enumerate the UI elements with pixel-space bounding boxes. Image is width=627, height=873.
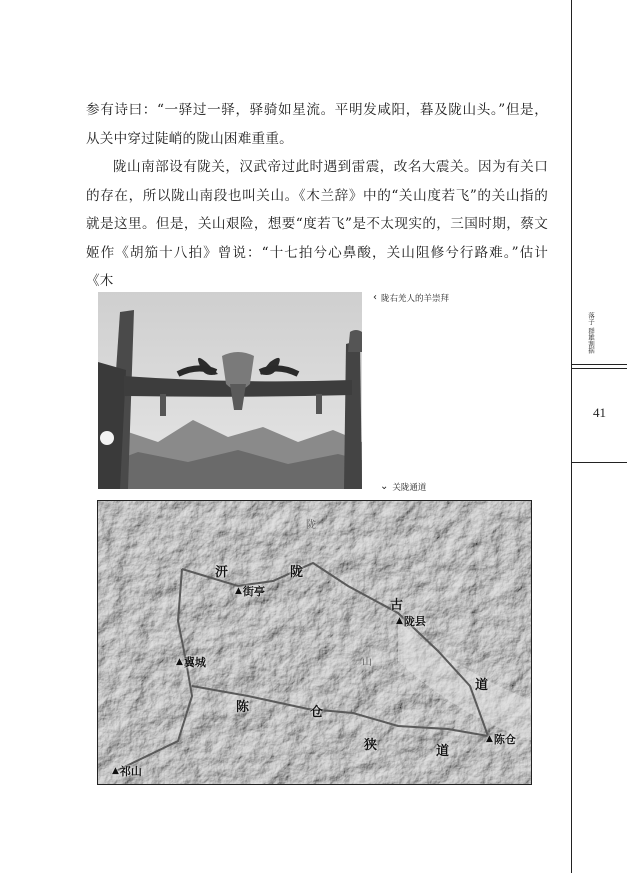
place-jicheng: ▲ 冀城 [176,656,206,669]
terrain-relief [98,501,532,785]
divider [571,368,627,369]
route-label: 陇 [290,565,304,580]
route-label: 道 [475,678,489,693]
mountain-icon: ▲ [112,766,119,776]
photo-caption: ‹ 陇右羌人的羊崇拜 [373,292,450,304]
photo-illustration [98,292,362,489]
photo-ram-skull-gate [98,292,362,489]
route-label: 古 [390,598,404,613]
route-label: 陈 [236,700,250,715]
route-label: 狭 [364,738,378,753]
route-label: 道 [436,744,450,759]
page-number: 41 [593,405,606,420]
place-qishan: ▲ 祁山 [112,765,142,778]
divider [571,0,572,873]
chevron-down-icon: ⌄ [380,481,389,492]
map-guanlong-route [97,500,532,785]
city-gate-icon: ▲ [396,616,403,626]
chapter-label: 落子 群雄割据 [587,312,595,354]
divider [571,462,627,463]
city-gate-icon: ▲ [176,657,183,667]
place-jieting: ▲ 街亭 [235,585,265,598]
city-gate-icon: ▲ [486,734,493,744]
divider [571,364,627,365]
map-caption: ⌄ 关陇通道 [380,481,427,493]
mountain-label: 陇 [306,520,316,531]
route-label: 仓 [310,705,324,720]
place-chencang: ▲ 陈仓 [486,733,516,746]
body-text [86,96,548,296]
margin-rail [571,0,627,873]
paragraph: 陇山南部设有陇关，汉武帝过此时遇到雷震，改名大震关。因为有关口的存在，所以陇山南段也叫关山。《木兰辞》中的“关山度若飞”的关山指的就是这里。但是，关山艰险，想要“度若飞”是不太现实的，三国时期，蔡文姬作《胡笳十八拍》曾说：“十七拍兮心鼻酸，关山阻修兮行路难。”估计《木 [86,159,548,289]
city-gate-icon: ▲ [235,586,242,596]
mountain-label: 山 [362,657,372,668]
chevron-left-icon: ‹ [373,292,377,303]
place-longxian: ▲ 陇县 [396,615,426,628]
paragraph: 参有诗曰：“一驿过一驿，驿骑如星流。平明发咸阳，暮及陇山头。”但是，从关中穿过陡峭的陇山困难重重。 [86,102,548,147]
route-label: 汧 [215,565,229,580]
